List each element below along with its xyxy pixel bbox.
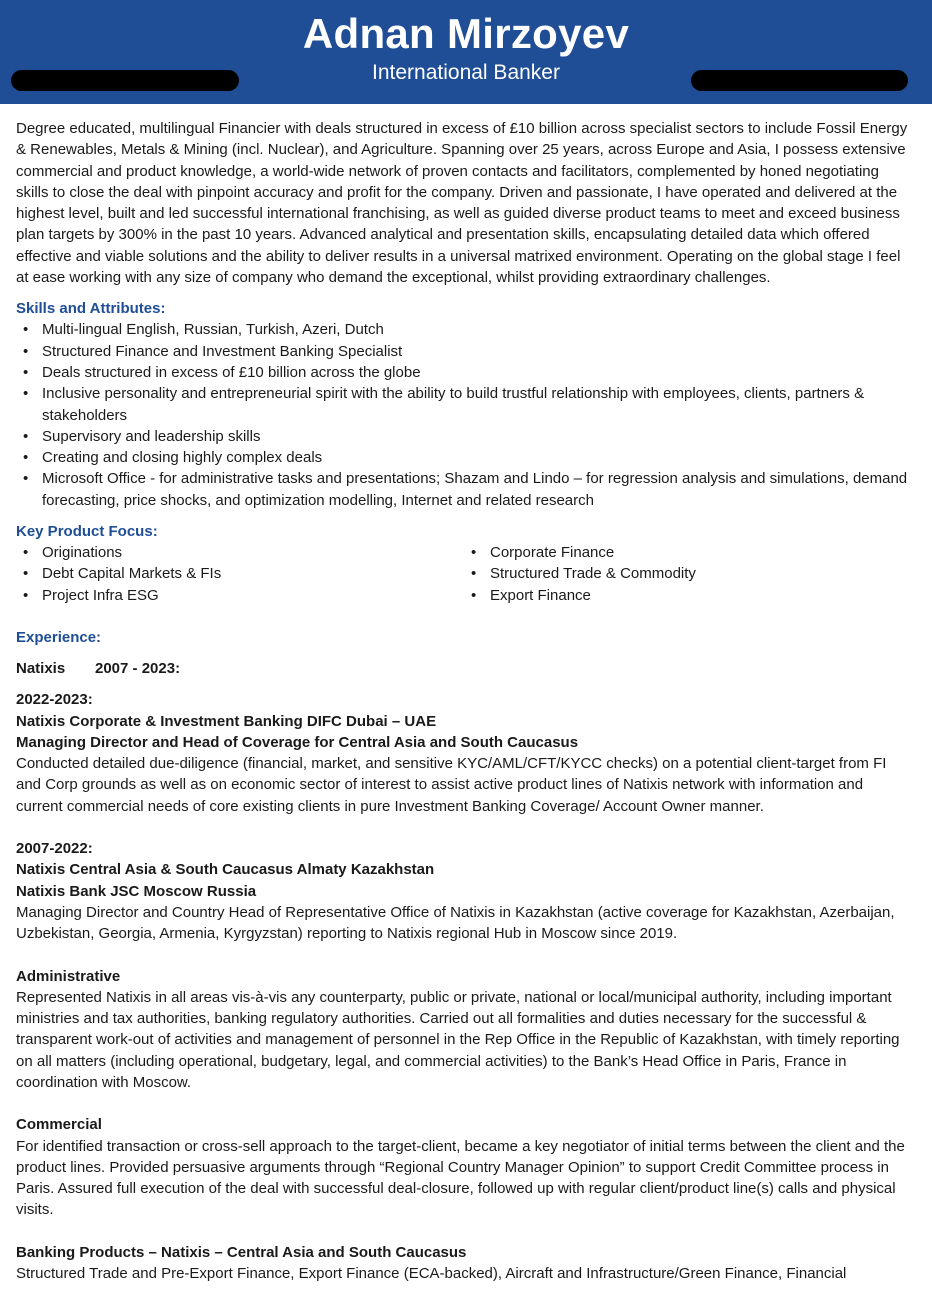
role-period: 2007-2022: (16, 840, 93, 858)
role-position: Natixis Bank JSC Moscow Russia (16, 882, 257, 900)
list-item: • Supervisory and leadership skills (42, 426, 912, 447)
block-text: Structured Trade and Pre-Export Finance, Export Finance (ECA-backed), Aircraft and Infrastructure/Green Finance, Financial (16, 1265, 847, 1283)
candidate-title: International Banker (372, 61, 560, 84)
list-item: • Originations (42, 542, 464, 563)
list-item: • Creating and closing highly complex deals (42, 447, 912, 468)
skills-heading: Skills and Attributes: (16, 300, 166, 318)
skills-list (16, 319, 912, 511)
list-item: • Inclusive personality and entrepreneurial spirit with the ability to build trustful relationship with employees, clients, partners & stakeholders (42, 383, 912, 426)
role-company: Natixis Corporate & Investment Banking DIFC Dubai – UAE (16, 712, 437, 730)
product-focus-right-list (464, 542, 912, 606)
resume-header (0, 0, 932, 104)
role-position: Managing Director and Head of Coverage for Central Asia and South Caucasus (16, 733, 579, 751)
list-item: • Export Finance (490, 585, 912, 606)
product-focus-columns (16, 542, 912, 606)
list-item: • Structured Trade & Commodity (490, 563, 912, 584)
block-title: Commercial (16, 1116, 102, 1134)
block-title: Administrative (16, 967, 121, 985)
list-item: • Microsoft Office - for administrative tasks and presentations; Shazam and Lindo – for regression analysis and simulations, demand forecasting, price shocks, and optimization modelling, Internet and related research (42, 468, 912, 511)
role-description: Managing Director and Country Head of Representative Office of Natixis in Kazakhstan (active coverage for Kazakhstan, Azerbaijan, Uzbekistan, Georgia, Armenia, Kyrgyzstan) reporting to Natixis regional Hub in Moscow since 2019. (16, 903, 895, 943)
resume-body (0, 104, 932, 1284)
employer-name: Natixis (16, 659, 66, 677)
candidate-name: Adnan Mirzoyev (302, 10, 630, 57)
list-item: • Structured Finance and Investment Banking Specialist (42, 341, 912, 362)
professional-summary: Degree educated, multilingual Financier with deals structured in excess of £10 billion across specialist sectors to include Fossil Energy & Renewables, Metals & Mining (incl. Nuclear), and Agriculture. Spanning over 25 years, across Europe and Asia, I possess extensive commercial and product knowledge, a world-wide network of proven contacts and facilitators, complemented by honed negotiating skills to close the deal with pinpoint accuracy and profit for the company. Driven and passionate, I have operated and delivered at the highest level, built and led successful international franchising, as well as guided diverse product teams to meet and exceed business plan targets by 300% in the past 10 years. Advanced analytical and presentation skills, encapsulating detailed data which offered effective and viable solutions and the ability to deliver results in a universal matrixed environment. Operating on the global stage I feel at ease working with any size of company who demand the exceptional, whilst providing extraordinary challenges. (16, 120, 908, 287)
list-item: • Project Infra ESG (42, 585, 464, 606)
employer-period: 2007 - 2023: (95, 659, 181, 677)
experience-heading: Experience: (16, 628, 102, 646)
role-description: Conducted detailed due-diligence (financial, market, and sensitive KYC/AML/CFT/KYCC checks) on a potential client-target from FI and Corp grounds as well as on economic sector of interest to assist active product lines of Natixis network with information and current commercial needs of core existing clients in pure Investment Banking Coverage/ Account Owner manner. (16, 755, 887, 815)
list-item: • Deals structured in excess of £10 billion across the globe (42, 362, 912, 383)
list-item: • Corporate Finance (490, 542, 912, 563)
role-company: Natixis Central Asia & South Caucasus Almaty Kazakhstan (16, 861, 435, 879)
list-item: • Multi-lingual English, Russian, Turkish, Azeri, Dutch (42, 319, 912, 340)
redacted-contact-right (691, 70, 908, 91)
product-focus-heading: Key Product Focus: (16, 523, 158, 541)
block-title: Banking Products – Natixis – Central Asia and South Caucasus (16, 1243, 467, 1261)
product-focus-left-list (16, 542, 464, 606)
block-text: For identified transaction or cross-sell approach to the target-client, became a key negotiator of initial terms between the client and the product lines. Provided persuasive arguments through “Regional Country Manager Opinion” to support Credit Committee process in Paris. Assured full execution of the deal with successful deal-closure, followed up with regular client/product line(s) calls and physical visits. (16, 1137, 905, 1219)
block-text: Represented Natixis in all areas vis-à-vis any counterparty, public or private, national or local/municipal authority, including important ministries and tax authorities, banking regulatory authorities. Carried out all formalities and duties necessary for the successful & transparent work-out of activities and management of personnel in the Rep Office in the Republic of Kazakhstan, with timely reporting on all matters (including operational, budgetary, legal, and commercial activities) to the Bank’s Head Office in Paris, France in coordination with Moscow. (16, 988, 900, 1091)
employer-line (16, 658, 912, 679)
role-period: 2022-2023: (16, 691, 93, 709)
list-item: • Debt Capital Markets & FIs (42, 563, 464, 584)
